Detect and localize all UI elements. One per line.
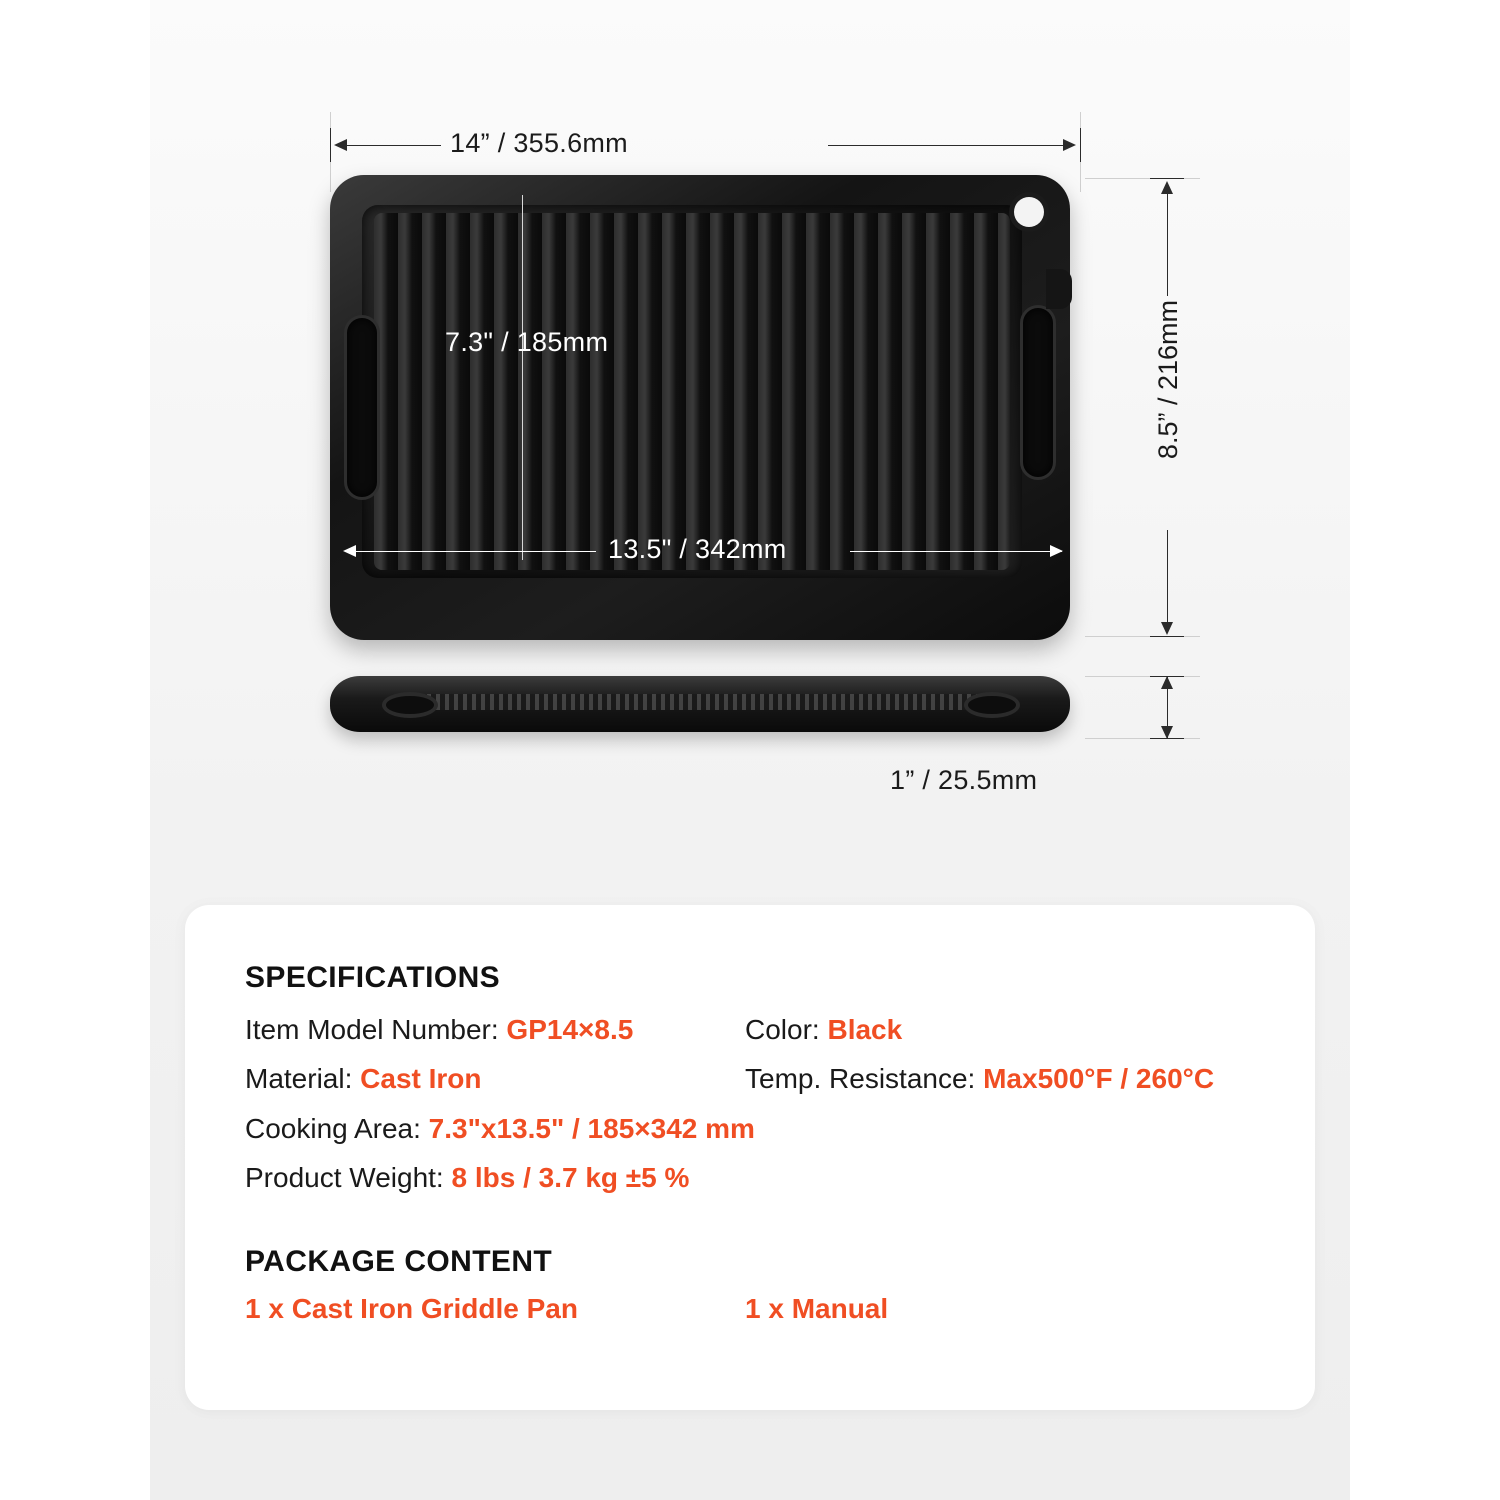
- spec-label-model: Item Model Number:: [245, 1014, 499, 1045]
- spec-value-model: GP14×8.5: [506, 1014, 634, 1045]
- product-illustration: [150, 0, 1350, 880]
- dim-arrow-left-top: [334, 139, 347, 151]
- dim-arrow-right-top: [1063, 139, 1076, 151]
- dim-arrow-thickness-down: [1161, 726, 1173, 739]
- spec-row-cooking-area: [245, 1108, 1255, 1149]
- spec-row-model: [245, 1009, 745, 1050]
- side-view-handle-right: [964, 692, 1020, 718]
- dim-line-right-upper: [1167, 186, 1168, 296]
- dim-line-top-left: [336, 145, 441, 146]
- spec-label-material: Material:: [245, 1063, 353, 1095]
- griddle-handle-left: [344, 315, 380, 500]
- package-content-grid: [245, 1293, 1255, 1325]
- dim-label-thickness: 1” / 25.5mm: [890, 765, 1038, 795]
- dim-tick-right-top: [1080, 128, 1081, 162]
- package-item-griddle-pan: 1 x Cast Iron Griddle Pan: [245, 1292, 578, 1324]
- dim-guide-cooking-height: [522, 195, 523, 560]
- side-view-rib-texture: [400, 694, 1000, 710]
- spec-value-material: Cast Iron: [360, 1063, 482, 1095]
- spec-label-temp-resistance: Temp. Resistance:: [745, 1063, 976, 1095]
- specifications-title: SPECIFICATIONS: [245, 961, 501, 994]
- dim-tick-bottom-right: [1150, 636, 1184, 637]
- dim-label-cooking-width: 13.5" / 342mm: [608, 534, 787, 564]
- dim-tick-top-right: [1150, 178, 1184, 179]
- griddle-pour-spout: [1046, 269, 1072, 309]
- dim-line-cooking-left: [346, 551, 596, 552]
- left-white-margin: [0, 0, 150, 1500]
- spec-value-cooking-area: 7.3"x13.5" / 185×342 mm: [428, 1112, 755, 1144]
- spec-label-cooking-area: Cooking Area:: [245, 1112, 421, 1144]
- spec-row-color: [745, 1009, 1255, 1050]
- package-item-manual: 1 x Manual: [745, 1292, 889, 1324]
- dim-arrow-down-right: [1161, 622, 1173, 635]
- griddle-side-view: [330, 662, 1070, 744]
- spec-label-color: Color:: [745, 1014, 820, 1045]
- spec-value-product-weight: 8 lbs / 3.7 kg ±5 %: [451, 1162, 690, 1194]
- dim-label-overall-height: 8.5” / 216mm: [1153, 300, 1183, 460]
- side-view-handle-left: [382, 692, 438, 718]
- spec-row-product-weight: [245, 1157, 1255, 1198]
- griddle-top-view: [330, 175, 1070, 640]
- spec-label-product-weight: Product Weight:: [245, 1162, 444, 1194]
- right-white-margin: [1350, 0, 1500, 1500]
- dim-arrow-cooking-left: [343, 545, 356, 557]
- griddle-cooking-surface: [362, 205, 1022, 578]
- griddle-ribs: [374, 213, 1010, 570]
- spec-value-color: Black: [827, 1014, 903, 1045]
- package-content-title: PACKAGE CONTENT: [245, 1244, 553, 1278]
- griddle-hanging-hole: [1014, 197, 1044, 227]
- dim-line-cooking-right: [850, 551, 1062, 552]
- dim-line-right-lower: [1167, 530, 1168, 630]
- spec-row-temp-resistance: [745, 1058, 1255, 1099]
- dim-arrow-up-right: [1161, 181, 1173, 194]
- dim-label-overall-width: 14” / 355.6mm: [450, 128, 628, 158]
- dim-tick-left-top: [330, 128, 331, 162]
- specifications-card: [185, 905, 1315, 1410]
- dim-label-cooking-height: 7.3" / 185mm: [445, 327, 609, 357]
- spec-row-material: [245, 1058, 745, 1099]
- griddle-handle-right: [1020, 305, 1056, 480]
- dim-line-top-right: [828, 145, 1074, 146]
- spec-value-temp-resistance: Max500°F / 260°C: [983, 1063, 1215, 1095]
- specifications-grid: [245, 1009, 1255, 1199]
- dim-arrow-thickness-up: [1161, 676, 1173, 689]
- dim-arrow-cooking-right: [1050, 545, 1063, 557]
- side-view-body: [330, 676, 1070, 732]
